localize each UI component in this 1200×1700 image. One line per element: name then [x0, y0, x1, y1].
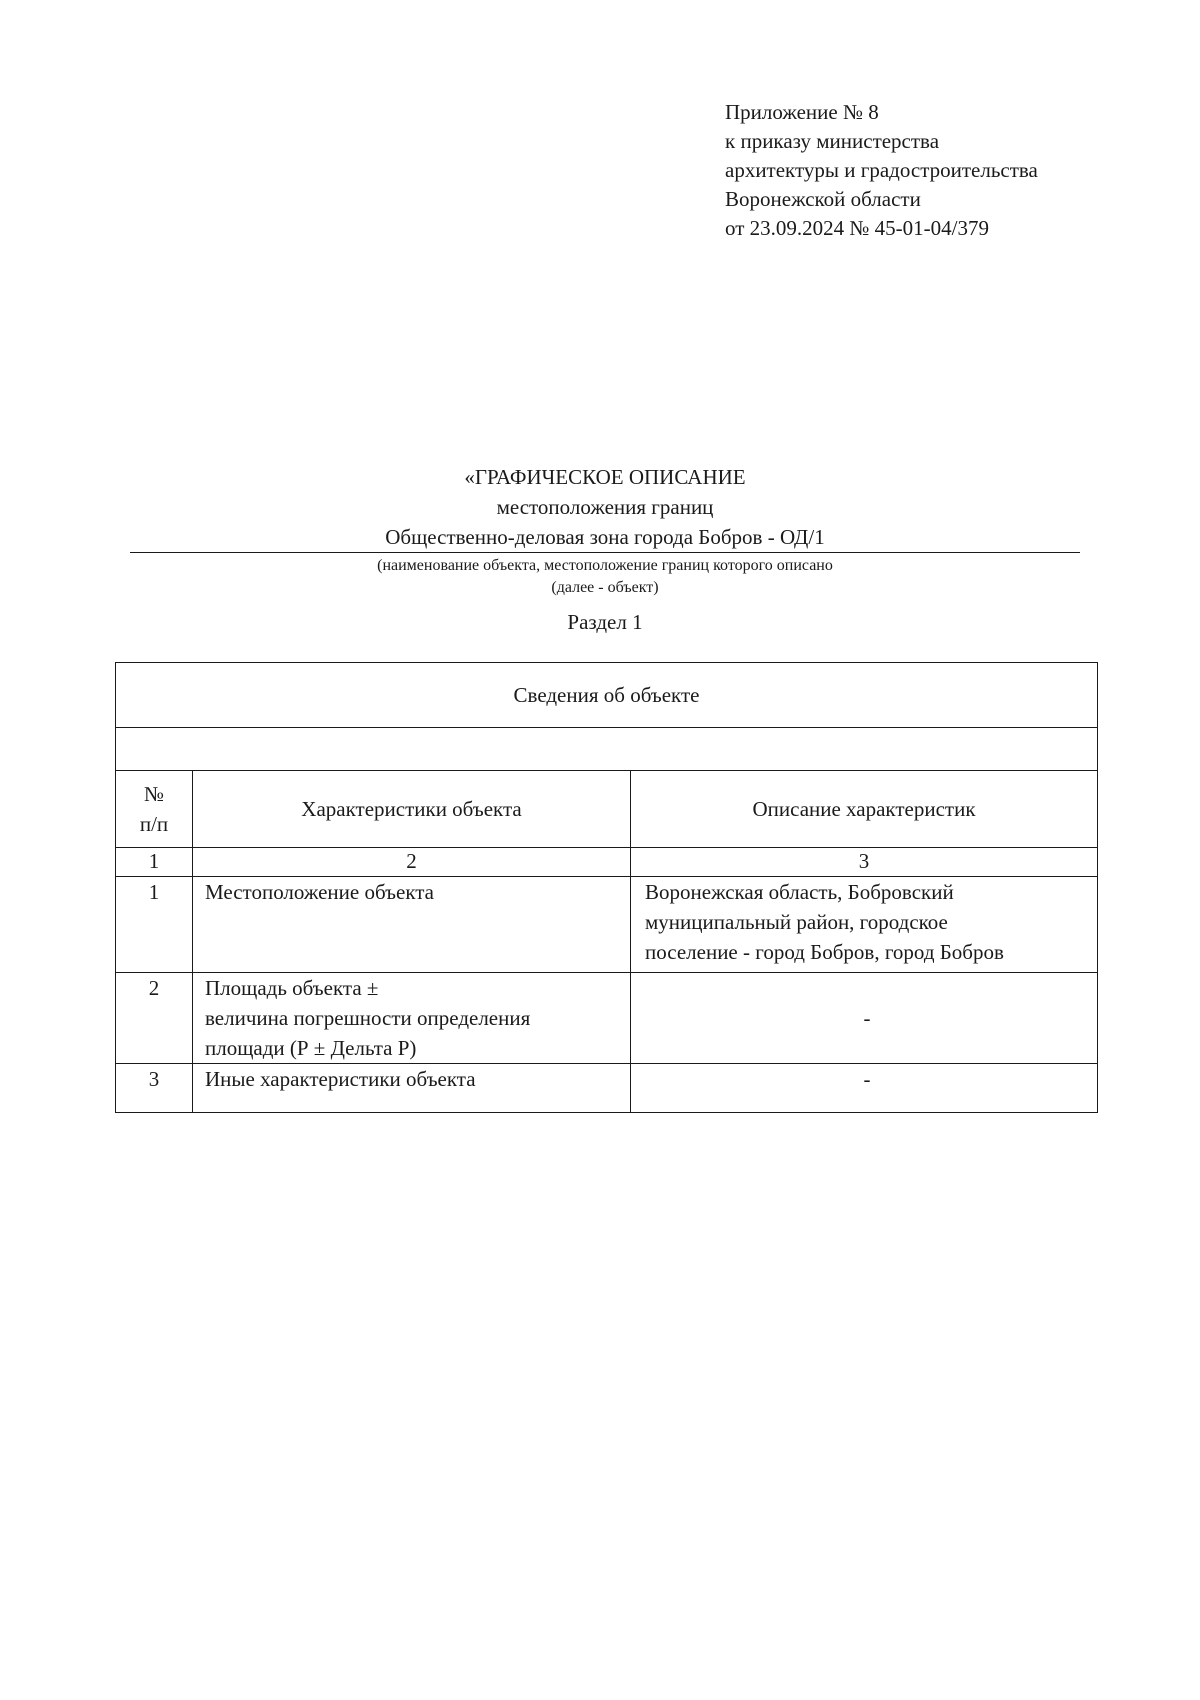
- header-number: [116, 771, 193, 848]
- document-subtitle: местоположения границ: [496, 495, 714, 519]
- object-name-note: [130, 555, 1080, 599]
- row-description: [631, 1064, 1098, 1113]
- appendix-line: Приложение № 8: [725, 100, 879, 124]
- appendix-line: Воронежской области: [725, 187, 921, 211]
- row-number: 2: [116, 973, 193, 1064]
- object-info-table: [115, 662, 1098, 1113]
- description-line: -: [863, 1067, 871, 1091]
- appendix-line: к приказу министерства: [725, 129, 940, 153]
- description-line: -: [863, 1006, 871, 1030]
- appendix-block: [725, 98, 1038, 243]
- characteristic-line: величина погрешности определения: [205, 1006, 531, 1030]
- header-description: Описание характеристик: [631, 771, 1098, 848]
- object-note-line: (далее - объект): [551, 579, 659, 596]
- description-line: муниципальный район, городское: [645, 910, 948, 934]
- row-description: [631, 973, 1098, 1064]
- row-characteristic: [193, 1064, 631, 1113]
- characteristic-line: Площадь объекта ±: [205, 976, 379, 1000]
- object-note-line: (наименование объекта, местоположение границ которого описано: [377, 557, 833, 574]
- characteristic-line: Местоположение объекта: [205, 880, 435, 904]
- row-characteristic: [193, 877, 631, 973]
- column-index: 3: [631, 848, 1098, 877]
- table-row: [116, 1064, 1098, 1113]
- header-number-line: №: [143, 782, 165, 806]
- description-line: Воронежская область, Бобровский: [645, 880, 954, 904]
- header-number-line: п/п: [139, 812, 169, 836]
- table-caption: Сведения об объекте: [116, 663, 1098, 728]
- appendix-line: от 23.09.2024 № 45-01-04/379: [725, 216, 990, 240]
- column-index-row: [116, 848, 1098, 877]
- document-heading: [130, 462, 1080, 637]
- row-number: 3: [116, 1064, 193, 1113]
- description-line: поселение - город Бобров, город Бобров: [645, 940, 1004, 964]
- row-number: 1: [116, 877, 193, 973]
- appendix-line: архитектуры и градостроительства: [725, 158, 1038, 182]
- column-index: 2: [193, 848, 631, 877]
- section-label: Раздел 1: [567, 610, 643, 634]
- row-description: [631, 877, 1098, 973]
- row-characteristic: [193, 973, 631, 1064]
- document-title: «ГРАФИЧЕСКОЕ ОПИСАНИЕ: [464, 465, 746, 489]
- table-row: [116, 973, 1098, 1064]
- table-header-row: [116, 771, 1098, 848]
- object-name: Общественно-деловая зона города Бобров - ОД/1: [130, 522, 1080, 553]
- header-characteristics: Характеристики объекта: [193, 771, 631, 848]
- characteristic-line: Иные характеристики объекта: [205, 1067, 476, 1091]
- table-row: [116, 877, 1098, 973]
- empty-row: [116, 728, 1098, 771]
- column-index: 1: [116, 848, 193, 877]
- characteristic-line: площади (Р ± Дельта Р): [205, 1036, 417, 1060]
